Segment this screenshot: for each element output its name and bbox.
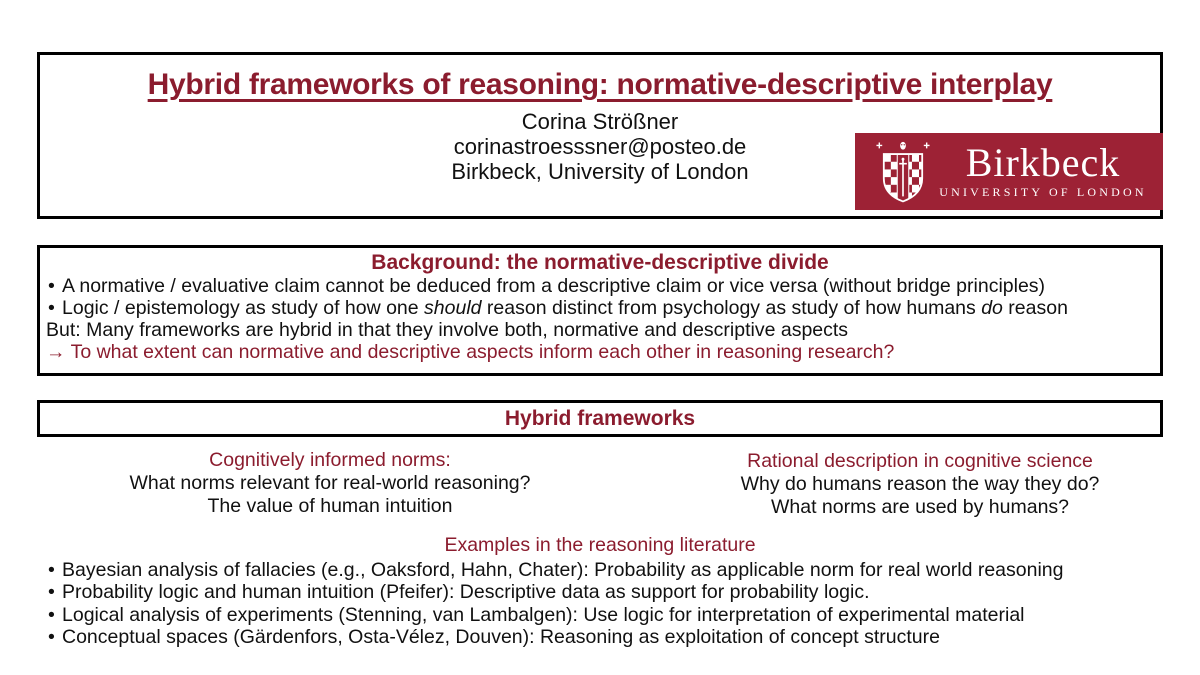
example-item-text: Probability logic and human intuition (Pfeifer): Descriptive data as support for probability logic.	[62, 581, 870, 604]
bullet-2-part-c: reason	[1002, 297, 1068, 319]
examples-title: Examples in the reasoning literature	[444, 534, 756, 556]
bullet-dot: •	[48, 603, 55, 626]
bullet-dot: •	[48, 581, 55, 604]
bullet-2-part-a: Logic / epistemology as study of how one	[62, 297, 425, 319]
example-item	[46, 626, 1184, 648]
background-title: Background: the normative-descriptive divide	[371, 251, 829, 274]
right-column-line-1: Why do humans reason the way they do?	[740, 473, 1100, 495]
author-email: corinastroesssner@posteo.de	[453, 134, 747, 159]
column-rational-description	[660, 450, 1180, 519]
bullet-2-italic-should: should	[424, 297, 482, 319]
background-question-line: → To what extent can normative and descriptive aspects inform each other in reasoning research?	[46, 341, 895, 363]
right-column-line-2: What norms are used by humans?	[770, 496, 1070, 518]
example-item-text: Bayesian analysis of fallacies (e.g., Oaksford, Hahn, Chater): Probability as applicable norm for real world reasoning	[62, 559, 1064, 581]
example-item	[46, 581, 1184, 603]
logo-text	[933, 140, 1153, 200]
birkbeck-crest-icon	[873, 140, 933, 204]
hybrid-frameworks-title: Hybrid frameworks	[504, 407, 696, 430]
example-item-text: Logical analysis of experiments (Stenning, van Lambalgen): Use logic for interpretation of experimental material	[62, 603, 1025, 626]
author-name: Corina Strößner	[521, 109, 679, 134]
left-column-line-2: The value of human intuition	[207, 495, 453, 517]
background-bullet-2-text	[62, 297, 1068, 319]
example-item-text: Conceptual spaces (Gärdenfors, Osta-Vélez, Douven): Reasoning as exploitation of concept structure	[62, 625, 940, 648]
author-affiliation: Birkbeck, University of London	[451, 159, 749, 184]
hybrid-frameworks-box	[37, 400, 1163, 437]
bullet-dot: •	[48, 297, 55, 319]
bullet-dot: •	[48, 275, 55, 297]
example-item	[46, 559, 1184, 581]
left-column-line-1: What norms relevant for real-world reasoning?	[129, 472, 531, 494]
logo-wordmark: Birkbeck	[965, 140, 1121, 185]
bullet-dot: •	[48, 625, 55, 648]
example-item	[46, 604, 1184, 626]
background-but-line: But: Many frameworks are hybrid in that they involve both, normative and descriptive aspects	[46, 319, 849, 341]
logo-subtitle: UNIVERSITY OF LONDON	[939, 185, 1147, 199]
background-box	[37, 245, 1163, 376]
background-bullet-2	[46, 297, 1154, 319]
column-cognitively-informed-norms	[60, 449, 600, 518]
bullet-2-part-b: reason distinct from psychology as study of how humans	[481, 297, 982, 319]
bullet-2-italic-do: do	[981, 297, 1003, 319]
birkbeck-logo	[855, 133, 1163, 210]
examples-section	[0, 534, 1200, 648]
left-column-heading: Cognitively informed norms:	[209, 449, 451, 471]
header-box	[37, 52, 1163, 219]
right-column-heading: Rational description in cognitive science	[747, 450, 1093, 472]
examples-list	[0, 559, 1200, 648]
bullet-dot: •	[48, 559, 55, 581]
background-bullet-1	[46, 275, 1154, 297]
slide-title: Hybrid frameworks of reasoning: normative-descriptive interplay	[147, 68, 1053, 101]
background-bullet-1-text: A normative / evaluative claim cannot be deduced from a descriptive claim or vice versa (without bridge principles)	[62, 275, 1046, 297]
